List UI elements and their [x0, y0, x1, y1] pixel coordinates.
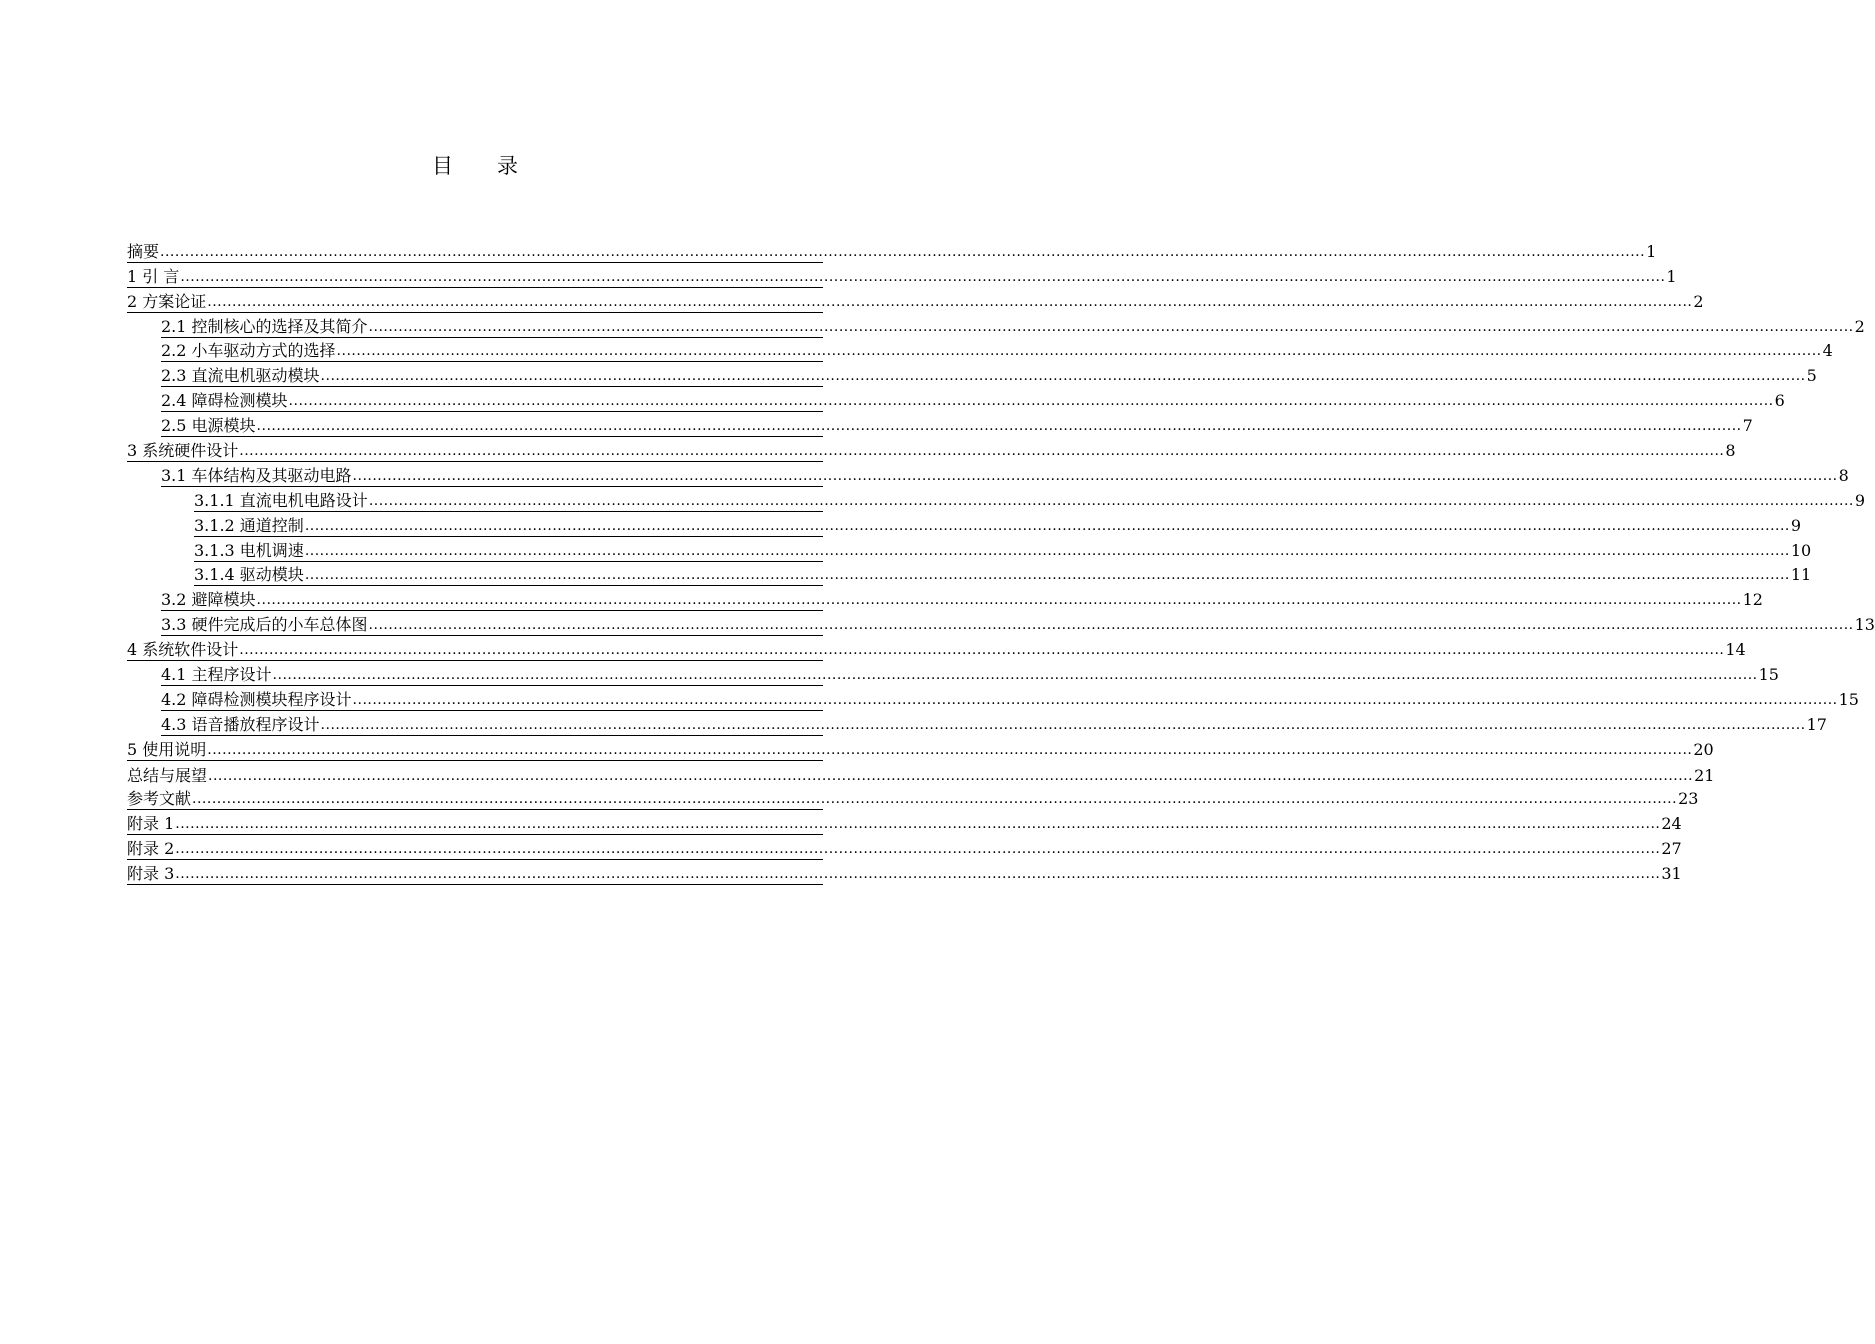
- toc-entry-page-number: 4: [1822, 341, 1833, 361]
- toc-leader-dots: ............................................................................................................................................................................................................................................................................................................: [175, 816, 1661, 833]
- toc-entry[interactable]: [161, 362, 1817, 387]
- toc-entry[interactable]: [194, 487, 1866, 512]
- toc-entry[interactable]: [161, 412, 1753, 437]
- toc-entry-label: 5 使用说明: [127, 739, 207, 759]
- toc-leader-dots: ............................................................................................................................................................................................................................................................................................................: [175, 866, 1661, 883]
- toc-entry-label: 3 系统硬件设计: [127, 441, 239, 461]
- page-title-char-2: 录: [497, 154, 518, 178]
- toc-leader-dots: ............................................................................................................................................................................................................................................................................................................: [175, 841, 1661, 858]
- toc-entry-label: 3.1.1 直流电机电路设计: [194, 490, 368, 510]
- toc-entry[interactable]: [161, 462, 1849, 487]
- toc-entry-label: 4 系统软件设计: [127, 640, 239, 660]
- toc-entry[interactable]: [127, 437, 1736, 462]
- toc-entry-label: 总结与展望: [127, 765, 208, 785]
- toc-entry-label: 3.1.3 电机调速: [194, 540, 304, 560]
- page-title: [0, 150, 950, 180]
- toc-entry-label: 附录 1: [127, 814, 175, 834]
- toc-entry-label: 3.2 避障模块: [161, 590, 256, 610]
- toc-entry-page-number: 31: [1661, 864, 1682, 884]
- toc-entry[interactable]: [127, 288, 1704, 313]
- toc-leader-dots: ............................................................................................................................................................................................................................................................................................................: [304, 517, 1790, 534]
- toc-entry-page-number: 21: [1694, 765, 1715, 785]
- toc-entry[interactable]: [194, 512, 1802, 537]
- toc-entry[interactable]: [161, 686, 1859, 711]
- toc-leader-dots: ............................................................................................................................................................................................................................................................................................................: [320, 716, 1806, 733]
- toc-entry-page-number: 13: [1854, 615, 1875, 635]
- toc-leader-dots: ............................................................................................................................................................................................................................................................................................................: [239, 443, 1725, 460]
- toc-leader-dots: ............................................................................................................................................................................................................................................................................................................: [304, 567, 1790, 584]
- toc-entry-page-number: 9: [1854, 490, 1866, 510]
- toc-entry[interactable]: [127, 860, 1682, 885]
- toc-leader-dots: ............................................................................................................................................................................................................................................................................................................: [207, 293, 1693, 310]
- toc-entry[interactable]: [161, 611, 1875, 636]
- toc-entry-label: 摘要: [127, 241, 160, 261]
- toc-entry-page-number: 14: [1725, 640, 1746, 660]
- toc-entry-label: 附录 2: [127, 839, 175, 859]
- toc-entry-page-number: 8: [1838, 465, 1849, 485]
- toc-entry-page-number: 1: [1666, 266, 1677, 286]
- toc-leader-dots: ............................................................................................................................................................................................................................................................................................................: [368, 318, 1854, 335]
- toc-entry-label: 2.3 直流电机驱动模块: [161, 366, 320, 386]
- toc-entry[interactable]: [127, 810, 1682, 835]
- toc-entry[interactable]: [161, 338, 1833, 363]
- toc-entry[interactable]: [127, 238, 1657, 263]
- toc-entry[interactable]: [127, 736, 1714, 761]
- toc-entry-label: 2.2 小车驱动方式的选择: [161, 341, 336, 361]
- toc-leader-dots: ............................................................................................................................................................................................................................................................................................................: [239, 642, 1725, 659]
- table-of-contents: [127, 238, 1875, 885]
- toc-entry-page-number: 1: [1646, 241, 1657, 261]
- toc-leader-dots: ............................................................................................................................................................................................................................................................................................................: [304, 542, 1790, 559]
- toc-entry[interactable]: [161, 313, 1865, 338]
- toc-leader-dots: ............................................................................................................................................................................................................................................................................................................: [288, 393, 1774, 410]
- toc-entry-page-number: 6: [1774, 391, 1785, 411]
- toc-entry-page-number: 8: [1725, 441, 1736, 461]
- toc-entry-page-number: 24: [1661, 814, 1682, 834]
- toc-leader-dots: ............................................................................................................................................................................................................................................................................................................: [336, 343, 1822, 360]
- toc-entry-label: 3.1.2 通道控制: [194, 515, 304, 535]
- toc-entry-label: 3.3 硬件完成后的小车总体图: [161, 615, 368, 635]
- toc-entry[interactable]: [161, 661, 1779, 686]
- toc-leader-dots: ............................................................................................................................................................................................................................................................................................................: [208, 767, 1694, 784]
- toc-entry-label: 2.1 控制核心的选择及其简介: [161, 316, 368, 336]
- toc-entry-page-number: 15: [1838, 689, 1859, 709]
- toc-entry[interactable]: [161, 711, 1827, 736]
- toc-leader-dots: ............................................................................................................................................................................................................................................................................................................: [368, 617, 1854, 634]
- toc-entry-page-number: 2: [1854, 316, 1865, 336]
- toc-entry-page-number: 20: [1693, 739, 1714, 759]
- toc-entry-label: 3.1 车体结构及其驱动电路: [161, 465, 352, 485]
- toc-entry-page-number: 5: [1806, 366, 1817, 386]
- toc-entry[interactable]: [161, 586, 1763, 611]
- toc-entry[interactable]: [127, 636, 1746, 661]
- toc-leader-dots: ............................................................................................................................................................................................................................................................................................................: [192, 791, 1678, 808]
- toc-entry-label: 2 方案论证: [127, 291, 207, 311]
- toc-entry-page-number: 23: [1678, 789, 1699, 809]
- toc-entry-label: 附录 3: [127, 864, 175, 884]
- toc-entry-label: 1 引 言: [127, 266, 180, 286]
- toc-leader-dots: ............................................................................................................................................................................................................................................................................................................: [352, 467, 1838, 484]
- toc-entry-page-number: 9: [1790, 515, 1802, 535]
- toc-leader-dots: ............................................................................................................................................................................................................................................................................................................: [272, 667, 1758, 684]
- toc-entry-label: 4.2 障碍检测模块程序设计: [161, 689, 352, 709]
- toc-entry[interactable]: [161, 387, 1785, 412]
- toc-leader-dots: ............................................................................................................................................................................................................................................................................................................: [160, 243, 1646, 260]
- toc-leader-dots: ............................................................................................................................................................................................................................................................................................................: [256, 592, 1742, 609]
- toc-entry-label: 4.1 主程序设计: [161, 665, 272, 685]
- page-title-char-1: 目: [432, 154, 453, 178]
- toc-entry-page-number: 11: [1790, 565, 1812, 585]
- toc-leader-dots: ............................................................................................................................................................................................................................................................................................................: [352, 691, 1838, 708]
- toc-entry-page-number: 7: [1742, 416, 1753, 436]
- toc-leader-dots: ............................................................................................................................................................................................................................................................................................................: [207, 741, 1693, 758]
- toc-entry-page-number: 2: [1693, 291, 1704, 311]
- toc-leader-dots: ............................................................................................................................................................................................................................................................................................................: [180, 268, 1666, 285]
- toc-entry-label: 2.4 障碍检测模块: [161, 391, 288, 411]
- toc-entry[interactable]: [194, 562, 1812, 587]
- toc-entry[interactable]: [127, 835, 1682, 860]
- toc-leader-dots: ............................................................................................................................................................................................................................................................................................................: [256, 418, 1742, 435]
- toc-entry[interactable]: [127, 761, 1715, 786]
- toc-entry[interactable]: [127, 786, 1699, 811]
- toc-entry-label: 参考文献: [127, 789, 192, 809]
- toc-entry[interactable]: [127, 263, 1677, 288]
- toc-entry-page-number: 10: [1790, 540, 1812, 560]
- toc-entry-label: 4.3 语音播放程序设计: [161, 714, 320, 734]
- toc-entry-label: 2.5 电源模块: [161, 416, 256, 436]
- toc-entry-page-number: 15: [1758, 665, 1779, 685]
- toc-leader-dots: ............................................................................................................................................................................................................................................................................................................: [320, 368, 1806, 385]
- toc-entry-page-number: 17: [1806, 714, 1827, 734]
- toc-leader-dots: ............................................................................................................................................................................................................................................................................................................: [368, 492, 1854, 509]
- toc-entry-label: 3.1.4 驱动模块: [194, 565, 304, 585]
- toc-entry-page-number: 12: [1742, 590, 1763, 610]
- toc-entry-page-number: 27: [1661, 839, 1682, 859]
- toc-entry[interactable]: [194, 537, 1812, 562]
